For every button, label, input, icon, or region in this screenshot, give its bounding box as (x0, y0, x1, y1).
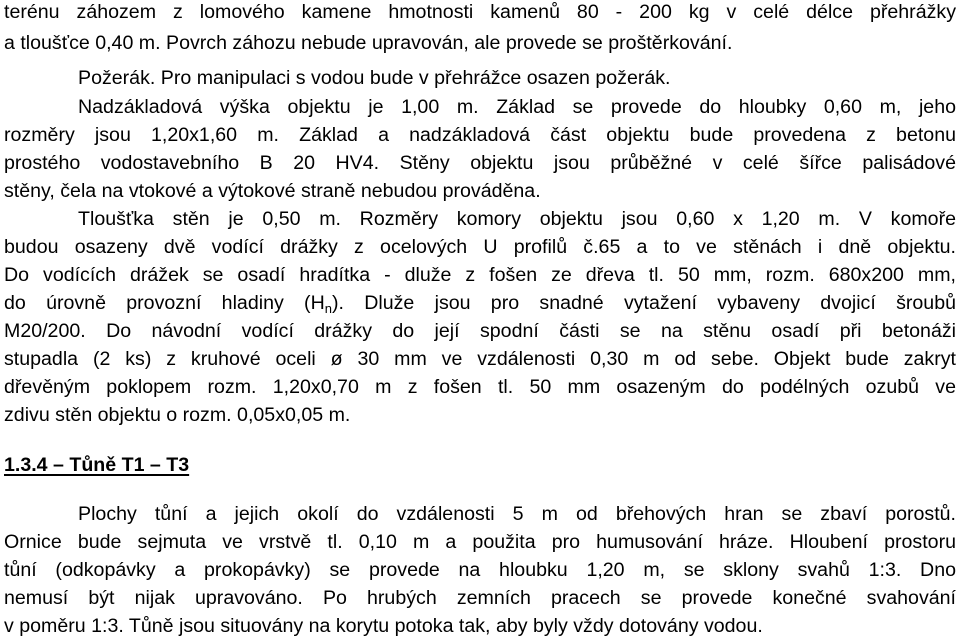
text-line: zdivu stěn objektu o rozm. 0,05x0,05 m. (4, 404, 351, 427)
text-line: rozměry jsou 1,20x1,60 m. Základ a nadzákladová část objektu bude provedena z betonu (4, 123, 956, 146)
text-line: Požerák. Pro manipulaci s vodou bude v přehrážce osazen požerák. (78, 67, 671, 90)
section-heading: 1.3.4 – Tůně T1 – T3 (4, 454, 190, 476)
text-line: dřevěným poklopem rozm. 1,20x0,70 m z fošen tl. 50 mm osazeným do podélných ozubů ve (4, 376, 956, 399)
text-line: Do vodících drážek se osadí hradítka - dluže z fošen ze dřeva tl. 50 mm, rozm. 680x200 mm, (4, 264, 956, 286)
text-line: terénu záhozem z lomového kamene hmotnosti kamenů 80 - 200 kg v celé délce přehrážky (4, 1, 956, 23)
text-line: Ornice bude sejmuta ve vrstvě tl. 0,10 m a použita pro humusování hráze. Hloubení prostoru (4, 530, 956, 553)
text-line: Tloušťka stěn je 0,50 m. Rozměry komory objektu jsou 0,60 x 1,20 m. V komoře (78, 207, 956, 230)
text-line: prostého vodostavebního B 20 HV4. Stěny objektu jsou průběžné v celé šířce palisádové (4, 151, 956, 174)
text-line: budou osazeny dvě vodící drážky z ocelových U profilů č.65 a to ve stěnách i dně objektu. (4, 235, 956, 258)
text-line-water-level (4, 291, 956, 321)
text-line: nemusí být nijak upravováno. Po hrubých zemních pracech se provede konečné svahování (4, 586, 956, 609)
text-line: Nadzákladová výška objektu je 1,00 m. Základ se provede do hloubky 0,60 m, jeho (78, 95, 956, 118)
text-line: stupadla (2 ks) z kruhové oceli ø 30 mm ve vzdálenosti 0,30 m od sebe. Objekt bude zakryt (4, 348, 956, 371)
text-line: tůní (odkopávky a prokopávky) se provede na hloubku 1,20 m, se sklony svahů 1:3. Dno (4, 558, 956, 581)
text-line: stěny, čela na vtokové a výtokové straně nebudou prováděna. (4, 179, 541, 202)
text-fragment: do úrovně provozní hladiny (H (4, 292, 325, 315)
text-line: M20/200. Do návodní vodící drážky do její spodní části se na stěnu osadí při betonáži (4, 320, 956, 343)
text-line: a tloušťce 0,40 m. Povrch záhozu nebude upravován, ale provede se proštěrkování. (4, 31, 733, 54)
text-line: v poměru 1:3. Tůně jsou situovány na korytu potoka tak, aby byly vždy dotovány vodou. (4, 615, 763, 637)
text-line: Plochy tůní a jejich okolí do vzdálenosti 5 m od břehových hran se zbaví porostů. (78, 502, 956, 525)
text-fragment: ). Dluže jsou pro snadné vytažení vybaveny dvojicí šroubů (331, 292, 956, 315)
subscript-n: n (324, 301, 332, 317)
